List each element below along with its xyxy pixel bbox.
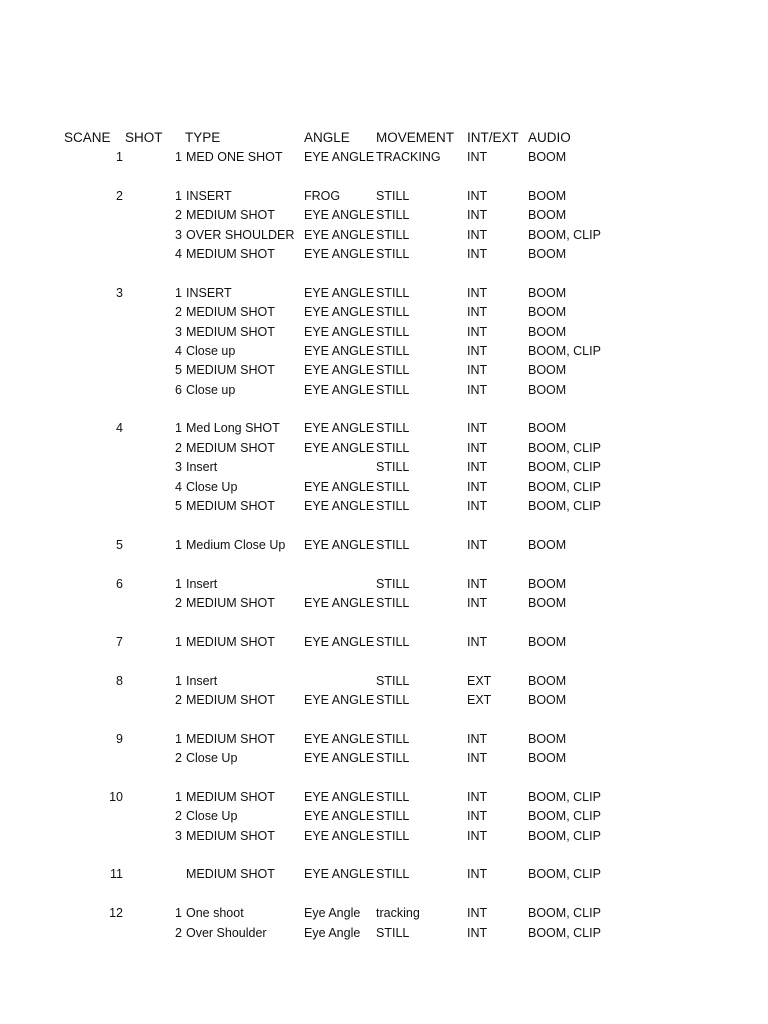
- table-row: [0, 788, 768, 807]
- int-ext-cell: INT: [467, 286, 488, 300]
- scene-cell: [95, 807, 123, 826]
- int-ext-cell: INT: [467, 751, 488, 765]
- type-cell: Close Up: [186, 809, 238, 823]
- shot-number-cell: 1: [175, 906, 182, 920]
- table-row: [0, 439, 768, 458]
- int-ext-cell: INT: [467, 732, 488, 746]
- table-row: [0, 303, 768, 322]
- int-ext-cell: INT: [467, 208, 488, 222]
- table-row: [0, 148, 768, 167]
- angle-cell: EYE ANGLE: [304, 421, 375, 435]
- header-angle: ANGLE: [304, 130, 350, 145]
- scene-cell: 1: [116, 150, 123, 164]
- table-row: [0, 245, 768, 264]
- shot-number-cell: 1: [175, 150, 182, 164]
- shot-number-cell: 2: [175, 809, 182, 823]
- table-row: [0, 904, 768, 923]
- angle-cell: EYE ANGLE: [304, 732, 375, 746]
- int-ext-cell: INT: [467, 829, 488, 843]
- header-row: [0, 128, 768, 147]
- angle-cell: EYE ANGLE: [304, 441, 375, 455]
- shot-number-cell: 1: [175, 635, 182, 649]
- audio-cell: BOOM: [528, 150, 567, 164]
- table-row: [0, 381, 768, 400]
- type-cell: MEDIUM SHOT: [186, 363, 275, 377]
- int-ext-cell: EXT: [467, 693, 492, 707]
- type-cell: Med Long SHOT: [186, 421, 280, 435]
- audio-cell: BOOM, CLIP: [528, 867, 601, 881]
- table-row: [0, 691, 768, 710]
- angle-cell: EYE ANGLE: [304, 247, 375, 261]
- angle-cell: EYE ANGLE: [304, 499, 375, 513]
- audio-cell: BOOM: [528, 325, 567, 339]
- int-ext-cell: INT: [467, 189, 488, 203]
- type-cell: MEDIUM SHOT: [186, 829, 275, 843]
- audio-cell: BOOM, CLIP: [528, 790, 601, 804]
- type-cell: MEDIUM SHOT: [186, 596, 275, 610]
- int-ext-cell: INT: [467, 577, 488, 591]
- int-ext-cell: INT: [467, 906, 488, 920]
- int-ext-cell: INT: [467, 596, 488, 610]
- shot-number-cell: 2: [175, 305, 182, 319]
- audio-cell: BOOM: [528, 732, 567, 746]
- int-ext-cell: INT: [467, 809, 488, 823]
- table-row: [0, 342, 768, 361]
- int-ext-cell: INT: [467, 344, 488, 358]
- shot-number-cell: 1: [175, 286, 182, 300]
- audio-cell: BOOM: [528, 305, 567, 319]
- movement-cell: STILL: [376, 421, 410, 435]
- type-cell: MEDIUM SHOT: [186, 635, 275, 649]
- header-int-ext: INT/EXT: [467, 130, 519, 145]
- scene-cell: 3: [116, 286, 123, 300]
- movement-cell: STILL: [376, 635, 410, 649]
- table-row: [0, 924, 768, 943]
- scene-cell: 12: [109, 906, 123, 920]
- table-row: [0, 536, 768, 555]
- audio-cell: BOOM: [528, 674, 567, 688]
- header-audio: AUDIO: [528, 130, 571, 145]
- audio-cell: BOOM, CLIP: [528, 460, 601, 474]
- type-cell: Close Up: [186, 751, 238, 765]
- audio-cell: BOOM: [528, 538, 567, 552]
- shot-number-cell: 1: [175, 674, 182, 688]
- type-cell: Over Shoulder: [186, 926, 267, 940]
- angle-cell: EYE ANGLE: [304, 286, 375, 300]
- scene-cell: [95, 458, 123, 477]
- audio-cell: BOOM: [528, 635, 567, 649]
- scene-cell: [95, 439, 123, 458]
- audio-cell: BOOM, CLIP: [528, 829, 601, 843]
- type-cell: MED ONE SHOT: [186, 150, 283, 164]
- table-row: [0, 284, 768, 303]
- angle-cell: EYE ANGLE: [304, 635, 375, 649]
- movement-cell: STILL: [376, 344, 410, 358]
- angle-cell: EYE ANGLE: [304, 363, 375, 377]
- header-scene: SCANE: [64, 130, 111, 145]
- audio-cell: BOOM, CLIP: [528, 228, 601, 242]
- shot-number-cell: 2: [175, 441, 182, 455]
- int-ext-cell: INT: [467, 383, 488, 397]
- table-row: [0, 458, 768, 477]
- angle-cell: EYE ANGLE: [304, 208, 375, 222]
- type-cell: Close Up: [186, 480, 238, 494]
- movement-cell: STILL: [376, 441, 410, 455]
- table-row: [0, 226, 768, 245]
- type-cell: MEDIUM SHOT: [186, 208, 275, 222]
- type-cell: Medium Close Up: [186, 538, 286, 552]
- audio-cell: BOOM, CLIP: [528, 926, 601, 940]
- audio-cell: BOOM: [528, 189, 567, 203]
- int-ext-cell: INT: [467, 363, 488, 377]
- table-row: [0, 497, 768, 516]
- shot-number-cell: 1: [175, 421, 182, 435]
- shot-number-cell: 5: [175, 363, 182, 377]
- int-ext-cell: INT: [467, 635, 488, 649]
- table-row: [0, 187, 768, 206]
- angle-cell: EYE ANGLE: [304, 228, 375, 242]
- scene-cell: 5: [116, 538, 123, 552]
- int-ext-cell: INT: [467, 867, 488, 881]
- scene-cell: [95, 749, 123, 768]
- audio-cell: BOOM: [528, 596, 567, 610]
- movement-cell: STILL: [376, 208, 410, 222]
- angle-cell: EYE ANGLE: [304, 325, 375, 339]
- int-ext-cell: INT: [467, 150, 488, 164]
- table-row: [0, 206, 768, 225]
- int-ext-cell: INT: [467, 538, 488, 552]
- type-cell: MEDIUM SHOT: [186, 732, 275, 746]
- type-cell: MEDIUM SHOT: [186, 499, 275, 513]
- table-row: [0, 749, 768, 768]
- header-type: TYPE: [185, 130, 221, 145]
- shot-number-cell: 1: [175, 790, 182, 804]
- angle-cell: EYE ANGLE: [304, 596, 375, 610]
- int-ext-cell: EXT: [467, 674, 492, 688]
- int-ext-cell: INT: [467, 926, 488, 940]
- int-ext-cell: INT: [467, 228, 488, 242]
- movement-cell: STILL: [376, 383, 410, 397]
- shot-number-cell: 2: [175, 596, 182, 610]
- header-movement: MOVEMENT: [376, 130, 455, 145]
- movement-cell: tracking: [376, 906, 420, 920]
- int-ext-cell: INT: [467, 441, 488, 455]
- scene-cell: 4: [116, 421, 123, 435]
- movement-cell: STILL: [376, 538, 410, 552]
- table-row: [0, 827, 768, 846]
- scene-cell: 8: [116, 674, 123, 688]
- table-row: [0, 730, 768, 749]
- audio-cell: BOOM: [528, 577, 567, 591]
- movement-cell: STILL: [376, 809, 410, 823]
- angle-cell: FROG: [304, 189, 341, 203]
- int-ext-cell: INT: [467, 305, 488, 319]
- type-cell: MEDIUM SHOT: [186, 693, 275, 707]
- shot-number-cell: 2: [175, 926, 182, 940]
- type-cell: MEDIUM SHOT: [186, 305, 275, 319]
- scene-cell: [95, 381, 123, 400]
- angle-cell: EYE ANGLE: [304, 538, 375, 552]
- angle-cell: EYE ANGLE: [304, 305, 375, 319]
- movement-cell: STILL: [376, 867, 410, 881]
- angle-cell: EYE ANGLE: [304, 829, 375, 843]
- movement-cell: STILL: [376, 693, 410, 707]
- scene-cell: 7: [116, 635, 123, 649]
- audio-cell: BOOM, CLIP: [528, 441, 601, 455]
- audio-cell: BOOM, CLIP: [528, 809, 601, 823]
- audio-cell: BOOM, CLIP: [528, 480, 601, 494]
- table-row: [0, 361, 768, 380]
- angle-cell: EYE ANGLE: [304, 867, 375, 881]
- int-ext-cell: INT: [467, 460, 488, 474]
- shot-number-cell: 1: [175, 732, 182, 746]
- type-cell: MEDIUM SHOT: [186, 790, 275, 804]
- angle-cell: EYE ANGLE: [304, 150, 375, 164]
- movement-cell: STILL: [376, 926, 410, 940]
- shot-number-cell: 2: [175, 693, 182, 707]
- shot-number-cell: 1: [175, 577, 182, 591]
- audio-cell: BOOM: [528, 751, 567, 765]
- movement-cell: STILL: [376, 829, 410, 843]
- movement-cell: STILL: [376, 286, 410, 300]
- shot-number-cell: 3: [175, 829, 182, 843]
- type-cell: INSERT: [186, 189, 232, 203]
- movement-cell: STILL: [376, 305, 410, 319]
- movement-cell: STILL: [376, 325, 410, 339]
- type-cell: Insert: [186, 674, 218, 688]
- audio-cell: BOOM: [528, 383, 567, 397]
- type-cell: OVER SHOULDER: [186, 228, 295, 242]
- scene-cell: [95, 323, 123, 342]
- movement-cell: STILL: [376, 189, 410, 203]
- audio-cell: BOOM: [528, 363, 567, 377]
- angle-cell: EYE ANGLE: [304, 480, 375, 494]
- audio-cell: BOOM: [528, 693, 567, 707]
- movement-cell: STILL: [376, 577, 410, 591]
- movement-cell: STILL: [376, 732, 410, 746]
- angle-cell: Eye Angle: [304, 906, 361, 920]
- movement-cell: STILL: [376, 228, 410, 242]
- scene-cell: [95, 827, 123, 846]
- movement-cell: STILL: [376, 674, 410, 688]
- shot-number-cell: 2: [175, 751, 182, 765]
- scene-cell: [95, 594, 123, 613]
- audio-cell: BOOM: [528, 208, 567, 222]
- type-cell: MEDIUM SHOT: [186, 325, 275, 339]
- table-row: [0, 807, 768, 826]
- shot-number-cell: 5: [175, 499, 182, 513]
- angle-cell: Eye Angle: [304, 926, 361, 940]
- scene-cell: [95, 303, 123, 322]
- movement-cell: STILL: [376, 247, 410, 261]
- angle-cell: EYE ANGLE: [304, 751, 375, 765]
- audio-cell: BOOM: [528, 247, 567, 261]
- table-row: [0, 323, 768, 342]
- audio-cell: BOOM: [528, 421, 567, 435]
- scene-cell: 11: [110, 867, 123, 881]
- scene-cell: [95, 245, 123, 264]
- table-row: [0, 478, 768, 497]
- shot-number-cell: 1: [175, 538, 182, 552]
- angle-cell: EYE ANGLE: [304, 693, 375, 707]
- type-cell: MEDIUM SHOT: [186, 867, 275, 881]
- scene-cell: 2: [116, 189, 123, 203]
- table-row: [0, 672, 768, 691]
- table-row: [0, 419, 768, 438]
- table-row: [0, 633, 768, 652]
- movement-cell: STILL: [376, 751, 410, 765]
- shot-number-cell: 3: [175, 228, 182, 242]
- scene-cell: 9: [116, 732, 123, 746]
- scene-cell: [95, 497, 123, 516]
- type-cell: INSERT: [186, 286, 232, 300]
- type-cell: MEDIUM SHOT: [186, 247, 275, 261]
- movement-cell: STILL: [376, 460, 410, 474]
- movement-cell: STILL: [376, 790, 410, 804]
- int-ext-cell: INT: [467, 421, 488, 435]
- table-row: [0, 865, 768, 884]
- angle-cell: EYE ANGLE: [304, 809, 375, 823]
- int-ext-cell: INT: [467, 790, 488, 804]
- shot-number-cell: 4: [175, 247, 182, 261]
- header-shot: SHOT: [125, 130, 163, 145]
- scene-cell: [95, 342, 123, 361]
- movement-cell: TRACKING: [376, 150, 441, 164]
- type-cell: Insert: [186, 577, 218, 591]
- scene-cell: 6: [116, 577, 123, 591]
- shot-number-cell: 6: [175, 383, 182, 397]
- angle-cell: EYE ANGLE: [304, 383, 375, 397]
- movement-cell: STILL: [376, 363, 410, 377]
- scene-cell: [95, 206, 123, 225]
- table-row: [0, 575, 768, 594]
- audio-cell: BOOM, CLIP: [528, 499, 601, 513]
- audio-cell: BOOM, CLIP: [528, 906, 601, 920]
- shot-number-cell: 4: [175, 344, 182, 358]
- scene-cell: [95, 691, 123, 710]
- type-cell: Close up: [186, 383, 236, 397]
- type-cell: Insert: [186, 460, 218, 474]
- movement-cell: STILL: [376, 499, 410, 513]
- shot-number-cell: 3: [175, 325, 182, 339]
- shot-number-cell: 2: [175, 208, 182, 222]
- scene-cell: [95, 226, 123, 245]
- table-row: [0, 594, 768, 613]
- int-ext-cell: INT: [467, 325, 488, 339]
- angle-cell: EYE ANGLE: [304, 344, 375, 358]
- scene-cell: [95, 361, 123, 380]
- int-ext-cell: INT: [467, 499, 488, 513]
- audio-cell: BOOM: [528, 286, 567, 300]
- shot-number-cell: 3: [175, 460, 182, 474]
- angle-cell: EYE ANGLE: [304, 790, 375, 804]
- audio-cell: BOOM, CLIP: [528, 344, 601, 358]
- shot-number-cell: 4: [175, 480, 182, 494]
- int-ext-cell: INT: [467, 247, 488, 261]
- type-cell: MEDIUM SHOT: [186, 441, 275, 455]
- type-cell: One shoot: [186, 906, 244, 920]
- scene-cell: [95, 478, 123, 497]
- type-cell: Close up: [186, 344, 236, 358]
- scene-cell: 10: [109, 790, 123, 804]
- movement-cell: STILL: [376, 480, 410, 494]
- movement-cell: STILL: [376, 596, 410, 610]
- int-ext-cell: INT: [467, 480, 488, 494]
- scene-cell: [95, 924, 123, 943]
- shot-number-cell: 1: [175, 189, 182, 203]
